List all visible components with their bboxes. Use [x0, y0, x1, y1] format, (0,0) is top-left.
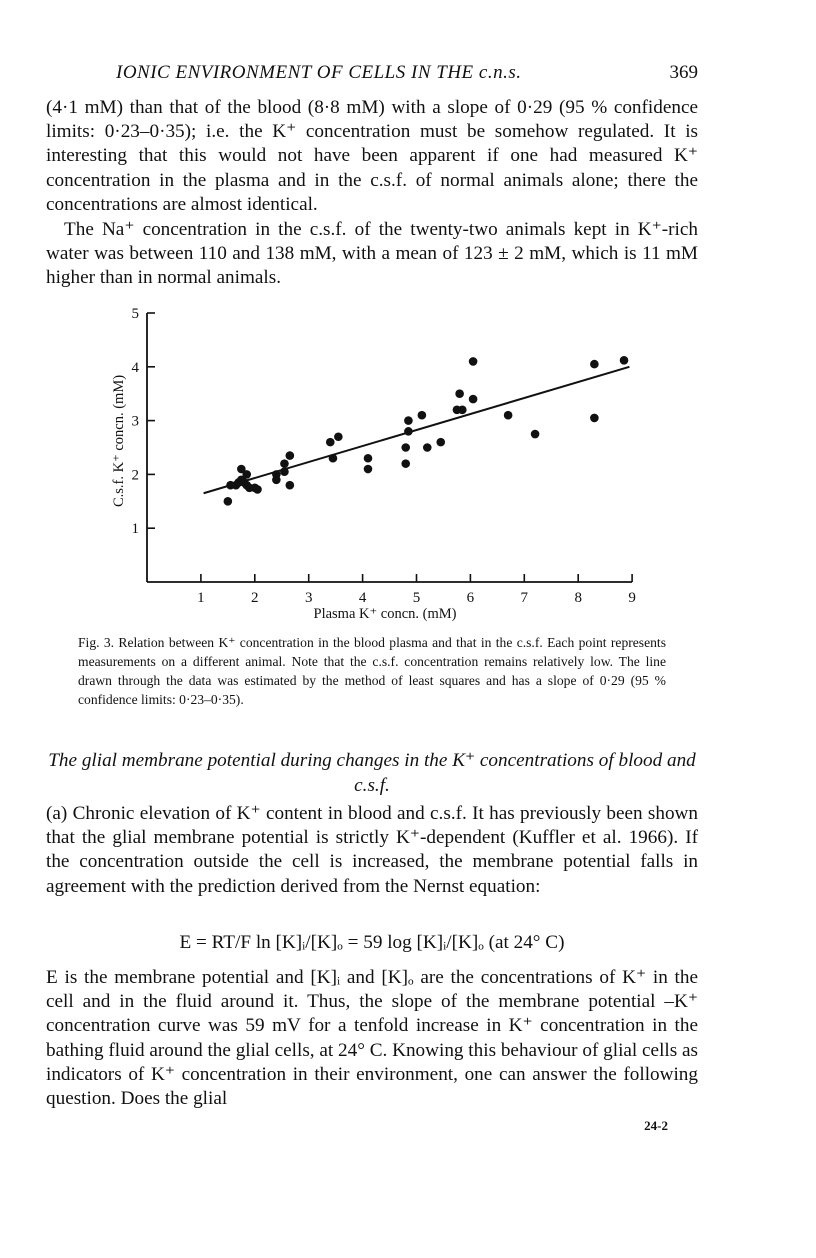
page-header: [46, 62, 698, 92]
chart-axes: [132, 306, 636, 606]
data-point: [272, 475, 281, 484]
data-point: [418, 411, 427, 420]
data-point: [242, 470, 251, 479]
data-point: [401, 443, 410, 452]
signature-mark: 24-2: [644, 1118, 668, 1133]
nernst-equation: E = RT/F ln [K]ᵢ/[K]ₒ = 59 log [K]ᵢ/[K]ₒ (at 24° C): [179, 932, 565, 953]
y-tick-label: 3: [131, 413, 139, 430]
y-tick-label: 5: [131, 306, 139, 322]
data-point: [458, 406, 467, 415]
data-point: [286, 481, 295, 490]
data-point: [334, 432, 343, 441]
data-point: [436, 438, 445, 447]
y-axis-label: C.s.f. K⁺ concn. (mM): [111, 374, 127, 508]
data-point: [280, 467, 289, 476]
data-point: [329, 454, 338, 463]
least-squares-fit-line: [204, 367, 630, 493]
x-tick-label: 6: [466, 590, 475, 606]
data-point: [401, 459, 410, 468]
section-heading: The glial membrane potential during changes in the K⁺ concentrations of blood and c.s.f.: [48, 750, 696, 796]
data-point: [280, 459, 289, 468]
x-tick-label: 1: [197, 590, 205, 606]
y-tick-label: 2: [131, 467, 139, 484]
data-point: [326, 438, 335, 447]
data-point: [224, 497, 233, 506]
y-tick-label: 1: [131, 521, 139, 538]
data-point: [286, 451, 295, 460]
x-tick-label: 8: [574, 590, 582, 606]
data-point: [590, 414, 599, 423]
x-tick-label: 9: [628, 590, 636, 606]
data-point: [469, 395, 478, 404]
x-axis-label: Plasma K⁺ concn. (mM): [313, 606, 457, 622]
data-point: [364, 465, 373, 474]
data-point: [253, 485, 262, 494]
x-tick-label: 4: [358, 590, 367, 606]
data-point: [620, 356, 629, 365]
data-point: [404, 427, 413, 436]
data-point: [531, 430, 540, 439]
data-point: [404, 416, 413, 425]
page-number: 369: [669, 62, 698, 83]
x-tick-label: 3: [304, 590, 313, 606]
running-title: IONIC ENVIRONMENT OF CELLS IN THE c.n.s.: [116, 62, 522, 83]
x-tick-label: 5: [412, 590, 421, 606]
figure-3-scatter-chart: [0, 300, 816, 630]
body-paragraph-3: (a) Chronic elevation of K⁺ content in blood and c.s.f. It has previously been shown that the glial membrane potential is strictly K⁺-dependent (Kuffler et al. 1966). If the concentration outside the cell is increased, the membrane potential falls in agreement with the prediction derived from the Nernst equation:: [46, 803, 698, 897]
body-paragraph-1: (4·1 mM) than that of the blood (8·8 mM) with a slope of 0·29 (95 % confidence limits: 0·23–0·35); i.e. the K⁺ concentration must be somehow regulated. It is interesting that this would not have been apparent if one had measured K⁺ concentration in the plasma and in the c.s.f. of normal animals alone; there the concentrations are almost identical.: [46, 97, 698, 215]
data-point: [455, 389, 464, 398]
x-tick-label: 2: [251, 590, 259, 606]
chart-marks: [204, 356, 630, 506]
body-paragraph-2: The Na⁺ concentration in the c.s.f. of the twenty-two animals kept in K⁺-rich water was between 110 and 138 mM, with a mean of 123 ± 2 mM, which is 11 mM higher than in normal animals.: [46, 219, 698, 289]
data-point: [469, 357, 478, 366]
data-point: [590, 360, 599, 369]
y-tick-label: 4: [131, 359, 139, 376]
x-tick-label: 7: [520, 590, 529, 606]
data-point: [364, 454, 373, 463]
data-point: [423, 443, 432, 452]
figure-caption: Fig. 3. Relation between K⁺ concentration in the blood plasma and that in the c.s.f. Each point represents measurements on a different animal. Note that the c.s.f. concentration remains relatively low. The line drawn through the data was estimated by the method of least squares and has a slope of 0·29 (95 % confidence limits: 0·23–0·35).: [78, 635, 666, 707]
data-point: [504, 411, 513, 420]
body-paragraph-4: E is the membrane potential and [K]ᵢ and [K]ₒ are the concentrations of K⁺ in the cell and in the fluid around it. Thus, the slope of the membrane potential –K⁺ concentration curve was 59 mV for a tenfold increase in K⁺ concentration in the bathing fluid around the glial cells, at 24° C. Knowing this behaviour of glial cells as indicators of K⁺ concentration in their environment, one can answer the following question. Does the glial: [46, 967, 698, 1110]
